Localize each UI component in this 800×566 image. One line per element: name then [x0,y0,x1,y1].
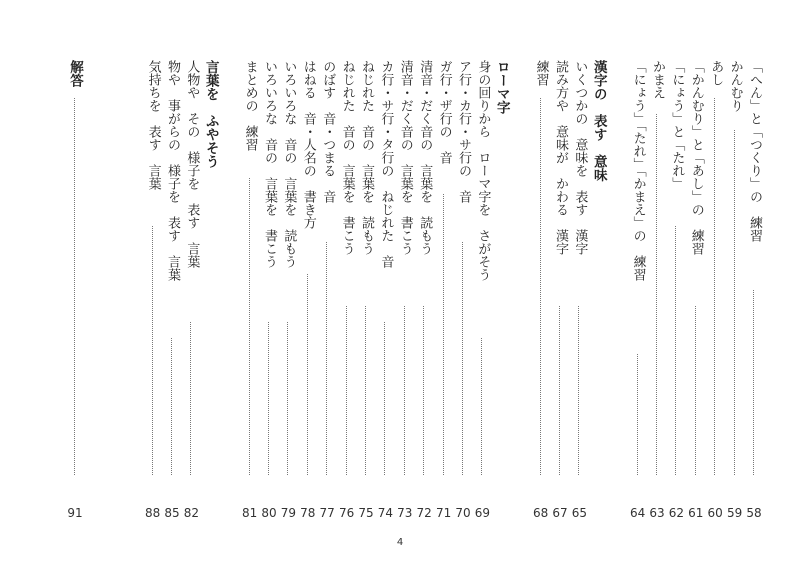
toc-page-number: 61 [688,506,704,520]
leader-dots [346,306,347,475]
toc-page-number: 71 [435,506,452,520]
toc-entry-text: 人物や その 様子を 表す 言葉 [184,60,200,268]
toc-entry-text: 「にょう」と「たれ」 [669,60,685,190]
toc-entry [455,60,471,520]
toc-entry [630,60,646,520]
toc-heading-text: 解答 [67,60,83,87]
leader-dots [365,306,366,475]
toc-heading-text: 漢字の 表す 意味 [590,60,607,182]
leader-dots [540,98,541,475]
toc-entry [242,60,258,520]
toc-page-number: 69 [474,506,491,520]
toc-page-number: 85 [164,506,180,520]
toc-page-number: 82 [183,506,200,520]
toc-page-number: 91 [67,506,83,520]
toc-page-number: 76 [338,506,355,520]
toc-heading [591,60,607,520]
leader-dots [462,242,463,475]
toc-page-number: 78 [300,506,316,520]
toc-entry [319,60,335,520]
leader-dots [753,290,754,475]
toc-page-number: 64 [629,506,646,520]
toc-page-number: 77 [319,506,335,520]
leader-dots [152,226,153,475]
toc-page-number: 60 [707,506,723,520]
toc-entry-text: 身の回りから ローマ字を さがそう [475,60,491,281]
leader-dots [326,242,327,475]
leader-dots [637,354,638,475]
toc-entry-text: 練習 [533,60,549,86]
toc-entry-text: 気持ちを 表す 言葉 [145,60,161,190]
toc-page-number: 81 [241,506,258,520]
toc-entry-text: かまえ [650,60,665,99]
leader-dots [734,130,735,475]
toc-heading [203,60,219,520]
toc-entry [183,60,199,520]
toc-entry-text: かんむり [727,60,743,112]
toc-heading-text: ローマ字 [493,60,510,114]
toc-heading [494,60,510,520]
toc-entry [533,60,549,520]
leader-dots [443,194,444,475]
toc-page-number: 65 [571,506,588,520]
leader-dots [249,178,250,475]
toc-heading-text: 言葉を ふやそう [202,60,219,168]
toc-entry [707,60,723,520]
toc-entry [436,60,452,520]
toc-entry [397,60,413,520]
toc-entry-text: いろいろな 音の 言葉を 読もう [281,60,297,268]
toc-entry-text: 清音・だく音の 言葉を 書こう [397,60,413,255]
toc-page-number: 68 [532,506,549,520]
leader-dots [287,322,288,475]
toc-entry [339,60,355,520]
toc-entry [300,60,316,520]
leader-dots [74,98,75,475]
toc-entry [280,60,296,520]
toc-entry [377,60,393,520]
leader-dots [675,226,676,475]
toc-entry-text: 物や 事がらの 様子を 表す 言葉 [165,60,180,281]
toc-page-number: 88 [144,506,161,520]
toc-page-number: 73 [397,506,413,520]
toc-entry-text: 清音・だく音の 言葉を 読もう [417,60,433,255]
leader-dots [384,322,385,475]
toc-entry [145,60,161,520]
leader-dots [714,98,715,475]
toc-entry-text: ねじれた 音の 言葉を 読もう [359,60,374,255]
toc-page-number: 58 [746,506,762,520]
toc-entry [688,60,704,520]
toc-entry [746,60,762,520]
toc-page-number: 63 [649,506,665,520]
toc-entry-text: あし [708,60,724,86]
toc-page-number: 74 [377,506,394,520]
toc-entry [727,60,743,520]
leader-dots [481,338,482,475]
toc-entry-text: 「にょう」「たれ」「かまえ」の 練習 [630,60,646,281]
toc-page-number: 72 [416,506,432,520]
leader-dots [171,338,172,475]
leader-dots [404,306,405,475]
toc-entry [261,60,277,520]
toc-heading [67,60,83,520]
toc-entry-text: ねじれた 音の 言葉を 書こう [339,60,355,255]
toc-entry [416,60,432,520]
toc-entry [474,60,490,520]
toc-entry-text: ガ行・ザ行の 音 [436,60,452,164]
toc-page-number: 70 [455,506,471,520]
page-number: 4 [396,537,404,548]
toc-page-number: 62 [668,506,685,520]
leader-dots [423,306,424,475]
toc-entry [649,60,665,520]
toc-entry-text: カ行・サ行・タ行の ねじれた 音 [378,60,394,268]
toc-entry-text: 「かんむり」と「あし」の 練習 [688,60,704,255]
toc-entry-text: 「へん」と「つくり」の 練習 [747,60,762,242]
toc-page-number: 79 [280,506,297,520]
toc-entry [358,60,374,520]
toc-entry [571,60,587,520]
toc-entry-text: ア行・カ行・サ行の 音 [456,60,471,203]
leader-dots [559,306,560,475]
toc-entry-text: 読み方や 意味が かわる 漢字 [553,60,568,255]
toc-entry [164,60,180,520]
toc-page-number: 67 [552,506,568,520]
toc-entry [668,60,684,520]
toc-entry [552,60,568,520]
leader-dots [578,306,579,475]
toc-page-number: 80 [261,506,277,520]
leader-dots [268,322,269,475]
toc-entry-text: のばす 音・つまる 音 [320,60,336,203]
toc-entry-text: はねる 音・人名の 書き方 [300,60,316,229]
toc-page-number: 75 [358,506,374,520]
toc-entry-text: いくつかの 意味を 表す 漢字 [572,60,588,255]
leader-dots [695,306,696,475]
toc-entry-text: いろいろな 音の 言葉を 書こう [262,60,277,268]
toc-entry-text: まとめの 練習 [242,60,258,151]
toc-page-number: 59 [726,506,743,520]
leader-dots [656,114,657,475]
leader-dots [307,274,308,475]
leader-dots [190,322,191,475]
